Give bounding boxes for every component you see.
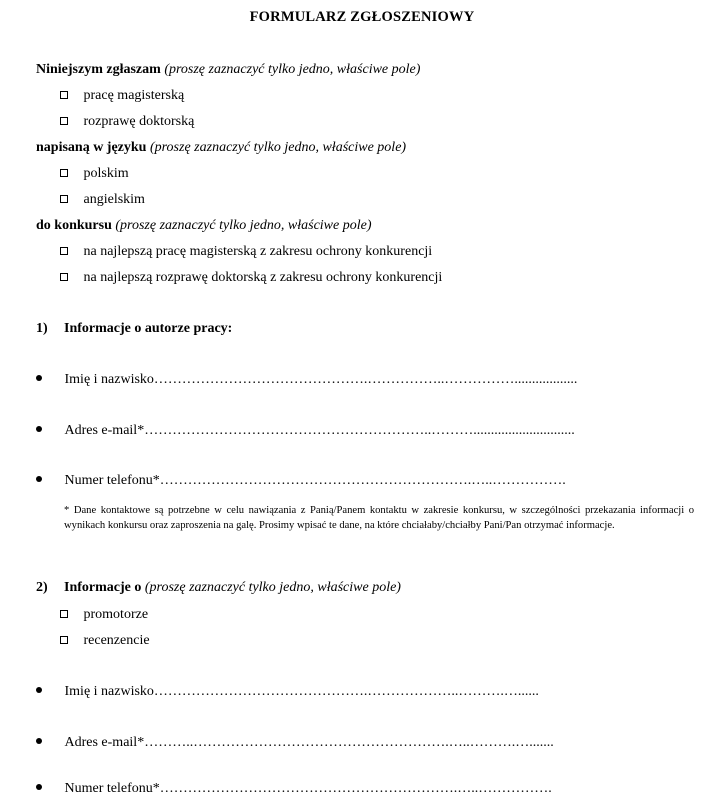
option-label: promotorze bbox=[83, 607, 149, 622]
bullet-icon bbox=[36, 784, 42, 790]
option-label: polskim bbox=[83, 166, 129, 181]
author-section-number: 1) bbox=[36, 321, 48, 336]
option-masters-thesis[interactable] bbox=[60, 88, 184, 104]
contest-label: do konkursu bbox=[36, 218, 112, 233]
author-section-heading: Informacje o autorze pracy: bbox=[64, 321, 233, 336]
language-label-row bbox=[36, 140, 406, 156]
language-hint: (proszę zaznaczyć tylko jedno, właściwe pole) bbox=[149, 140, 407, 155]
option-label: angielskim bbox=[83, 192, 145, 207]
checkbox-doctoral-thesis[interactable] bbox=[60, 117, 68, 125]
checkbox-supervisor[interactable] bbox=[60, 610, 68, 618]
option-label: na najlepszą pracę magisterską z zakresu ochrony konkurencji bbox=[83, 244, 433, 259]
bullet-icon bbox=[36, 426, 42, 432]
submission-hint: (proszę zaznaczyć tylko jedno, właściwe pole) bbox=[164, 62, 421, 77]
bullet-icon bbox=[36, 375, 42, 381]
author-name-text: Imię i nazwisko……………………………………….……………..…………….................. bbox=[64, 372, 578, 387]
bullet-icon bbox=[36, 687, 42, 693]
option-label: rozprawę doktorską bbox=[83, 114, 195, 129]
bullet-icon bbox=[36, 476, 42, 482]
submission-label-row bbox=[36, 62, 420, 78]
submission-label: Niniejszym zgłaszam bbox=[36, 62, 161, 77]
option-polish[interactable] bbox=[60, 166, 129, 182]
option-contest-masters[interactable] bbox=[60, 244, 432, 260]
checkbox-masters-thesis[interactable] bbox=[60, 91, 68, 99]
option-english[interactable] bbox=[60, 192, 145, 208]
info-email-text: Adres e-mail*………..……………………………………………….…..……….…....... bbox=[64, 735, 554, 750]
author-phone-text: Numer telefonu*………………………………………………………….…..……………. bbox=[64, 473, 566, 488]
option-supervisor[interactable] bbox=[60, 607, 148, 623]
info-section-number: 2) bbox=[36, 580, 48, 595]
option-label: na najlepszą rozprawę doktorską z zakresu ochrony konkurencji bbox=[83, 270, 443, 285]
author-phone-field[interactable] bbox=[36, 473, 566, 489]
info-name-field[interactable] bbox=[36, 684, 539, 700]
author-email-field[interactable] bbox=[36, 423, 575, 439]
checkbox-contest-doctoral[interactable] bbox=[60, 273, 68, 281]
info-hint: (proszę zaznaczyć tylko jedno, właściwe pole) bbox=[144, 580, 401, 595]
language-label: napisaną w języku bbox=[36, 140, 147, 155]
info-phone-text: Numer telefonu*……………………………………………………….…..……………. bbox=[64, 781, 552, 796]
checkbox-english[interactable] bbox=[60, 195, 68, 203]
option-doctoral-thesis[interactable] bbox=[60, 114, 194, 130]
option-contest-doctoral[interactable] bbox=[60, 270, 442, 286]
contest-label-row bbox=[36, 218, 372, 234]
checkbox-contest-masters[interactable] bbox=[60, 247, 68, 255]
form-title: FORMULARZ ZGŁOSZENIOWY bbox=[249, 9, 475, 25]
info-section-heading-row bbox=[64, 580, 401, 596]
info-name-text: Imię i nazwisko……………………………………….………………..……….…...... bbox=[64, 684, 539, 699]
info-email-field[interactable] bbox=[36, 735, 554, 751]
contest-hint: (proszę zaznaczyć tylko jedno, właściwe pole) bbox=[115, 218, 372, 233]
checkbox-reviewer[interactable] bbox=[60, 636, 68, 644]
checkbox-polish[interactable] bbox=[60, 169, 68, 177]
contact-footnote: * Dane kontaktowe są potrzebne w celu nawiązania z Panią/Panem kontaktu w zakresie konkursu, w szczególności przekazania informacji o wynikach konkursu oraz zaproszenia na galę. Prosimy wpisać te dane, na które chciałaby/chciałby Pani/Pan otrzymać informacje. bbox=[64, 505, 694, 531]
option-label: recenzencie bbox=[83, 633, 150, 648]
option-reviewer[interactable] bbox=[60, 633, 150, 649]
bullet-icon bbox=[36, 738, 42, 744]
info-section-heading: Informacje o bbox=[64, 580, 142, 595]
info-phone-field[interactable] bbox=[36, 781, 552, 797]
option-label: pracę magisterską bbox=[83, 88, 185, 103]
author-name-field[interactable] bbox=[36, 372, 577, 388]
author-email-text: Adres e-mail*……………………………………………………..………............................. bbox=[64, 423, 575, 438]
